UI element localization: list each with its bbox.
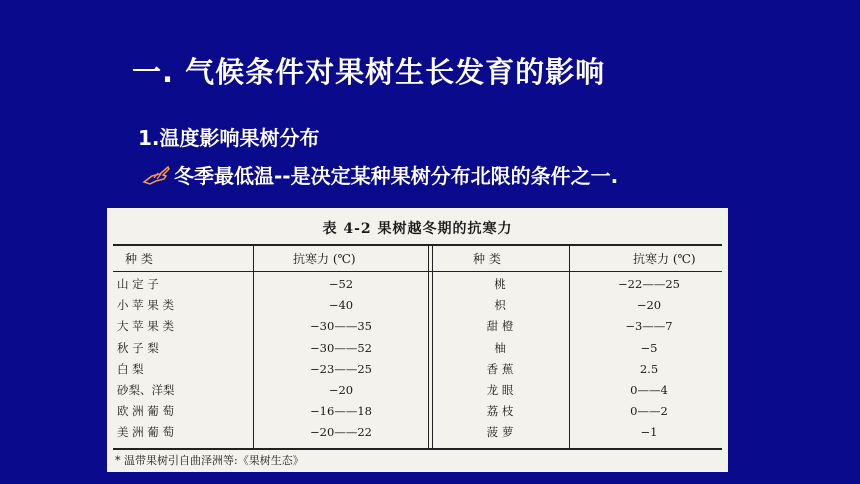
table-cell-hardiness: −52 <box>328 277 354 291</box>
table-top-rule <box>113 244 722 246</box>
slide-subtitle: 1.温度影响果树分布 <box>138 126 320 150</box>
table-cell-hardiness: −20 <box>636 298 662 313</box>
table-cell-kind: 山 定 子 <box>117 277 159 291</box>
table-cell-hardiness: −20——22 <box>310 425 372 440</box>
table-cell-kind: 欧 洲 葡 萄 <box>117 404 174 419</box>
table-divider <box>569 245 570 448</box>
table-title: 表 4-2 果树越冬期的抗寒力 <box>322 221 513 237</box>
table-cell-hardiness: 0——4 <box>630 383 668 397</box>
table-cell-kind: 龙 眼 <box>486 383 514 397</box>
table-cell-kind: 白 梨 <box>117 361 144 376</box>
table-cell-hardiness: −3——7 <box>625 319 673 334</box>
table-header-rule <box>113 271 722 272</box>
table-cell-hardiness: −22——25 <box>618 277 680 291</box>
header-hardiness-left: 抗寒力 (℃) <box>293 252 356 266</box>
table-cell-kind: 大 苹 果 类 <box>117 319 174 334</box>
table-cell-kind: 荔 枝 <box>486 404 514 419</box>
table-cell-kind: 菠 萝 <box>486 425 514 440</box>
bullet-line <box>142 160 618 189</box>
table-cell-hardiness: −20 <box>328 383 354 397</box>
table-cell-hardiness: −1 <box>640 425 658 440</box>
table-cell-hardiness: −30——52 <box>310 340 372 355</box>
header-kind-right: 种 类 <box>473 252 501 266</box>
hand-pointer-icon <box>142 164 172 186</box>
table-footnote: * 温带果树引自曲泽洲等:《果树生态》 <box>115 454 304 467</box>
scanned-table-image <box>107 208 728 472</box>
table-cell-kind: 甜 橙 <box>486 319 514 334</box>
table-cell-kind: 秋 子 梨 <box>117 340 159 355</box>
table-cell-kind: 砂梨、洋梨 <box>117 383 175 397</box>
header-kind-left: 种 类 <box>125 252 153 266</box>
table-cell-kind: 美 洲 葡 萄 <box>117 425 174 440</box>
table-cell-hardiness: 0——2 <box>630 404 668 419</box>
table-cell-kind: 柚 <box>494 340 506 355</box>
table-cell-kind: 香 蕉 <box>486 361 514 376</box>
table-cell-hardiness: −40 <box>328 298 354 313</box>
table-cell-hardiness: −16——18 <box>310 404 372 419</box>
table-divider <box>253 245 254 448</box>
table-cell-hardiness: −5 <box>640 340 658 355</box>
table-cell-kind: 小 苹 果 类 <box>117 298 174 313</box>
table-cell-kind: 桃 <box>494 277 506 291</box>
table-cell-hardiness: 2.5 <box>639 361 659 376</box>
table-bottom-rule <box>113 448 722 450</box>
bullet-text: 冬季最低温--是决定某种果树分布北限的条件之一. <box>174 164 619 188</box>
slide-title: 一. 气候条件对果树生长发育的影响 <box>132 55 606 89</box>
table-cell-hardiness: −23——25 <box>310 361 372 376</box>
table-cell-kind: 枳 <box>494 298 506 313</box>
header-hardiness-right: 抗寒力 (℃) <box>633 252 696 266</box>
table-cell-hardiness: −30——35 <box>310 319 372 334</box>
